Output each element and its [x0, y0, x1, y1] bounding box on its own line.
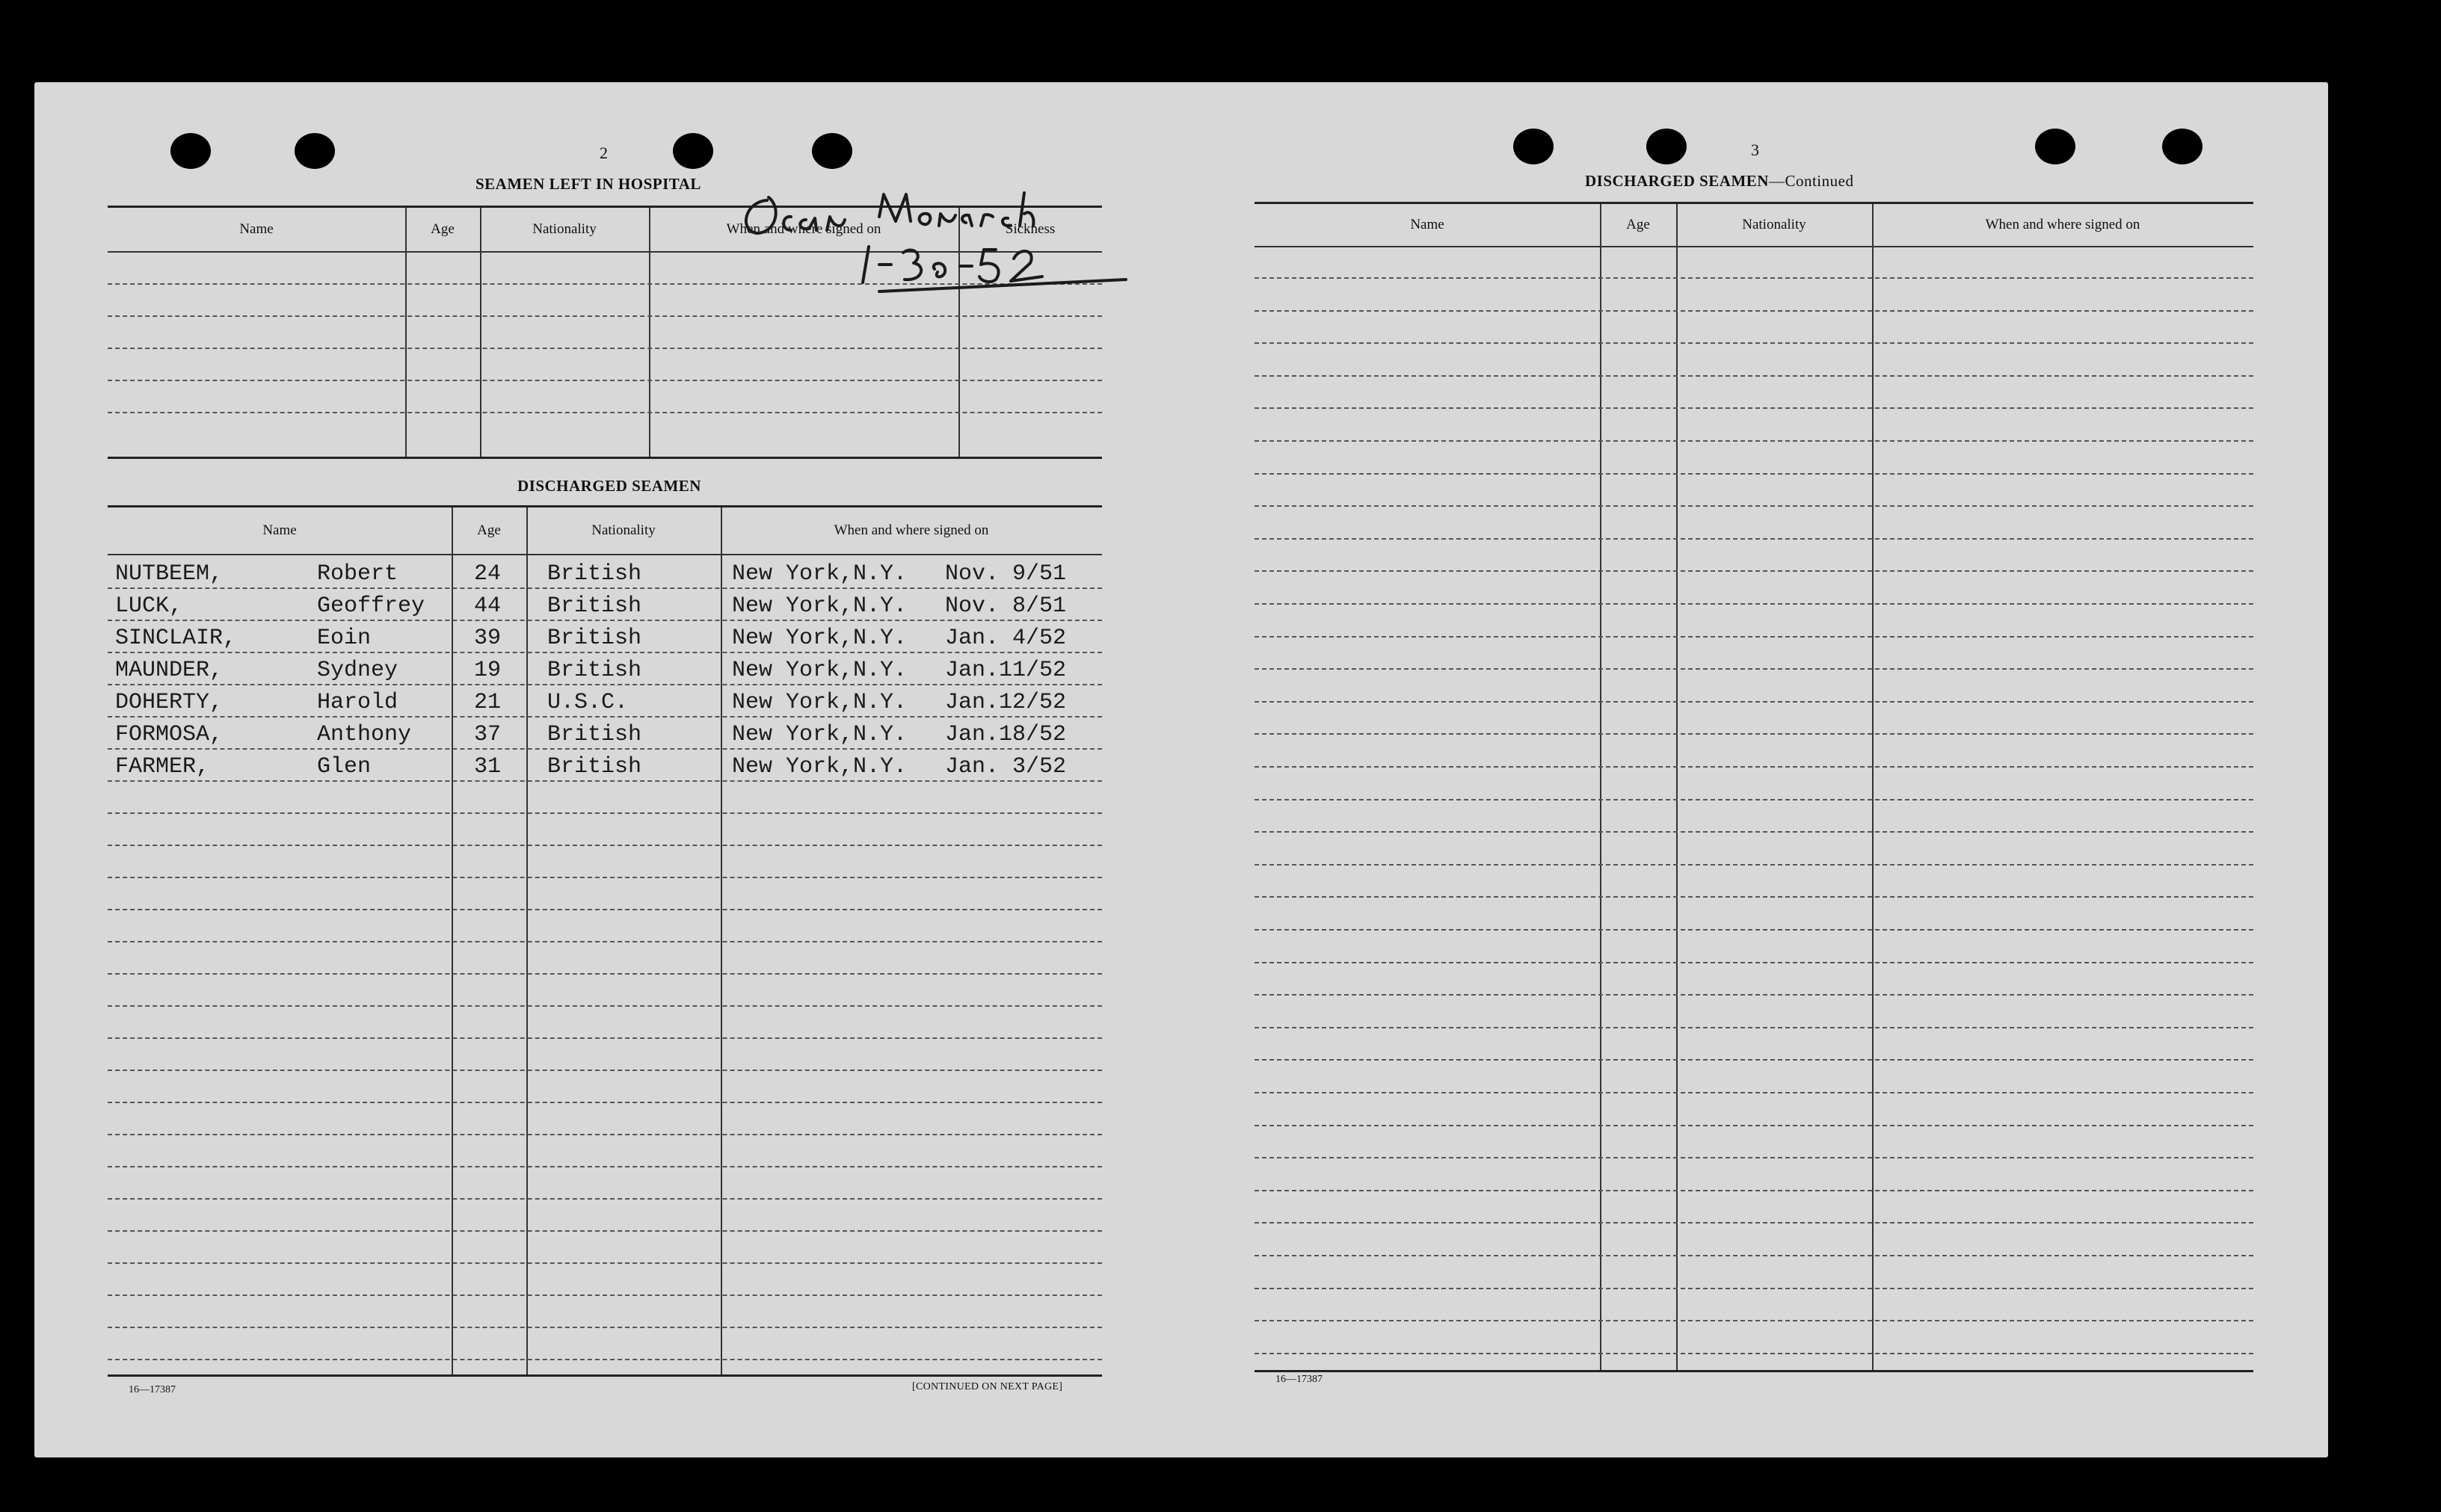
col-header-nationality: Nationality: [1742, 217, 1806, 232]
row-rule: [1255, 799, 2253, 800]
row-rule: [1255, 310, 2253, 312]
row-rule: [1255, 1157, 2253, 1158]
signed-on-place: New York,N.Y.: [732, 626, 908, 651]
row-rule: [108, 380, 1102, 381]
row-rule: [1255, 277, 2253, 279]
row-rule: [1255, 701, 2253, 703]
row-rule: [1255, 570, 2253, 572]
signed-on-place: New York,N.Y.: [732, 690, 908, 715]
table-row: [108, 653, 1102, 685]
row-rule: [1255, 929, 2253, 931]
col-header-sickness: Sickness: [1005, 221, 1056, 237]
row-rule: [108, 941, 1102, 942]
col-header-signed-on: When and where signed on: [726, 221, 881, 237]
table-row: [108, 750, 1102, 782]
col-header-name: Name: [262, 522, 297, 538]
row-rule: [108, 1198, 1102, 1200]
row-rule: [1255, 505, 2253, 507]
seaman-surname: DOHERTY,: [115, 690, 224, 715]
seaman-surname: MAUNDER,: [115, 658, 224, 683]
row-rule: [1255, 473, 2253, 475]
seaman-surname: LUCK,: [115, 593, 183, 619]
hospital-section-title: SEAMEN LEFT IN HOSPITAL: [475, 175, 701, 193]
row-rule: [1255, 896, 2253, 898]
discharged-header-row: [108, 507, 1102, 555]
signed-on-place: New York,N.Y.: [732, 593, 908, 619]
row-rule: [1255, 1255, 2253, 1256]
manifest-sheet: [34, 82, 2328, 1457]
table-row: [108, 718, 1102, 750]
column-divider: [649, 208, 650, 457]
col-header-age: Age: [1626, 217, 1650, 232]
seaman-nationality: U.S.C.: [547, 690, 629, 715]
discharged-continued-title: [1585, 172, 1853, 191]
row-rule: [108, 812, 1102, 814]
row-rule: [108, 1262, 1102, 1264]
seaman-given-name: Anthony: [317, 722, 412, 747]
row-rule: [108, 315, 1102, 317]
seaman-given-name: Sydney: [317, 658, 398, 683]
row-rule: [1255, 603, 2253, 605]
row-rule: [108, 1230, 1102, 1232]
column-divider: [1676, 204, 1678, 1370]
punch-hole: [2035, 129, 2075, 164]
column-divider: [1872, 204, 1874, 1370]
seaman-nationality: British: [547, 754, 642, 780]
seaman-nationality: British: [547, 722, 642, 747]
col-header-age: Age: [477, 522, 501, 538]
seaman-given-name: Harold: [317, 690, 398, 715]
row-rule: [1255, 538, 2253, 540]
signed-on-date: Jan. 4/52: [945, 626, 1067, 651]
punch-hole: [812, 133, 852, 169]
handwritten-note: [737, 187, 1171, 299]
col-header-name: Name: [1410, 217, 1444, 232]
col-header-name: Name: [239, 221, 274, 237]
column-divider: [1600, 204, 1601, 1370]
col-header-signed-on: When and where signed on: [834, 522, 989, 538]
table-row: [108, 621, 1102, 653]
signed-on-date: Nov. 8/51: [945, 593, 1067, 619]
discharged-continued-table: [1255, 202, 2253, 1372]
seaman-nationality: British: [547, 626, 642, 651]
row-rule: [1255, 1125, 2253, 1126]
signed-on-date: Jan.18/52: [945, 722, 1067, 747]
signed-on-date: Jan.11/52: [945, 658, 1067, 683]
row-rule: [108, 1359, 1102, 1360]
col-header-nationality: Nationality: [532, 221, 597, 237]
column-divider: [480, 208, 481, 457]
row-rule: [108, 1102, 1102, 1103]
title-main: DISCHARGED SEAMEN: [1585, 172, 1769, 190]
table-row: [108, 685, 1102, 718]
seaman-nationality: British: [547, 593, 642, 619]
seaman-nationality: British: [547, 658, 642, 683]
row-rule: [1255, 864, 2253, 865]
seaman-age: 19: [474, 658, 502, 683]
seaman-age: 39: [474, 626, 502, 651]
seaman-age: 21: [474, 690, 502, 715]
row-rule: [1255, 1092, 2253, 1093]
title-suffix: —Continued: [1768, 172, 1854, 190]
row-rule: [108, 1037, 1102, 1039]
discharged-section-title: DISCHARGED SEAMEN: [517, 477, 701, 495]
seaman-given-name: Eoin: [317, 626, 372, 651]
row-rule: [108, 1166, 1102, 1167]
row-rule: [1255, 962, 2253, 963]
row-rule: [108, 973, 1102, 975]
row-rule: [108, 1070, 1102, 1071]
col-header-signed-on: When and where signed on: [1985, 217, 2140, 232]
row-rule: [1255, 668, 2253, 670]
discharged-table: [108, 505, 1102, 1377]
row-rule: [1255, 766, 2253, 768]
row-rule: [108, 877, 1102, 878]
seaman-surname: NUTBEEM,: [115, 561, 224, 587]
column-divider: [405, 208, 407, 457]
seaman-given-name: Geoffrey: [317, 593, 425, 619]
punch-hole: [1513, 129, 1554, 164]
row-rule: [1255, 375, 2253, 377]
seaman-age: 44: [474, 593, 502, 619]
signed-on-date: Nov. 9/51: [945, 561, 1067, 587]
row-rule: [1255, 994, 2253, 996]
seaman-surname: FORMOSA,: [115, 722, 224, 747]
table-row: [108, 557, 1102, 589]
signed-on-place: New York,N.Y.: [732, 561, 908, 587]
signed-on-date: Jan. 3/52: [945, 754, 1067, 780]
row-rule: [1255, 1320, 2253, 1321]
continued-note: [CONTINUED ON NEXT PAGE]: [912, 1381, 1063, 1392]
seaman-surname: FARMER,: [115, 754, 210, 780]
row-rule: [108, 909, 1102, 910]
row-rule: [1255, 1353, 2253, 1354]
row-rule: [1255, 407, 2253, 409]
row-rule: [1255, 1059, 2253, 1061]
seaman-age: 31: [474, 754, 502, 780]
table-row: [108, 589, 1102, 621]
seaman-nationality: British: [547, 561, 642, 587]
row-rule: [1255, 636, 2253, 638]
row-rule: [1255, 342, 2253, 344]
page-number-left: 2: [600, 144, 608, 162]
seaman-given-name: Glen: [317, 754, 372, 780]
seaman-surname: SINCLAIR,: [115, 626, 237, 651]
row-rule: [108, 1295, 1102, 1296]
continued-header-row: [1255, 204, 2253, 247]
punch-hole: [673, 133, 713, 169]
row-rule: [108, 1005, 1102, 1007]
signed-on-date: Jan.12/52: [945, 690, 1067, 715]
row-rule: [108, 1327, 1102, 1328]
punch-hole: [1646, 129, 1687, 164]
punch-hole: [295, 133, 335, 169]
row-rule: [1255, 1190, 2253, 1191]
seaman-age: 24: [474, 561, 502, 587]
seaman-age: 37: [474, 722, 502, 747]
row-rule: [108, 412, 1102, 413]
signed-on-place: New York,N.Y.: [732, 754, 908, 780]
row-rule: [1255, 1288, 2253, 1289]
row-rule: [1255, 1222, 2253, 1224]
row-rule: [108, 348, 1102, 349]
row-rule: [1255, 733, 2253, 735]
col-header-nationality: Nationality: [591, 522, 656, 538]
row-rule: [1255, 831, 2253, 833]
row-rule: [1255, 440, 2253, 442]
col-header-age: Age: [431, 221, 455, 237]
form-number-right: 16—17387: [1275, 1374, 1323, 1385]
punch-hole: [2162, 129, 2203, 164]
form-number-left: 16—17387: [129, 1384, 176, 1395]
punch-hole: [170, 133, 211, 169]
page-number-right: 3: [1751, 141, 1759, 159]
signed-on-place: New York,N.Y.: [732, 658, 908, 683]
seaman-given-name: Robert: [317, 561, 398, 587]
row-rule: [108, 845, 1102, 846]
row-rule: [108, 1134, 1102, 1135]
row-rule: [1255, 1027, 2253, 1028]
signed-on-place: New York,N.Y.: [732, 722, 908, 747]
